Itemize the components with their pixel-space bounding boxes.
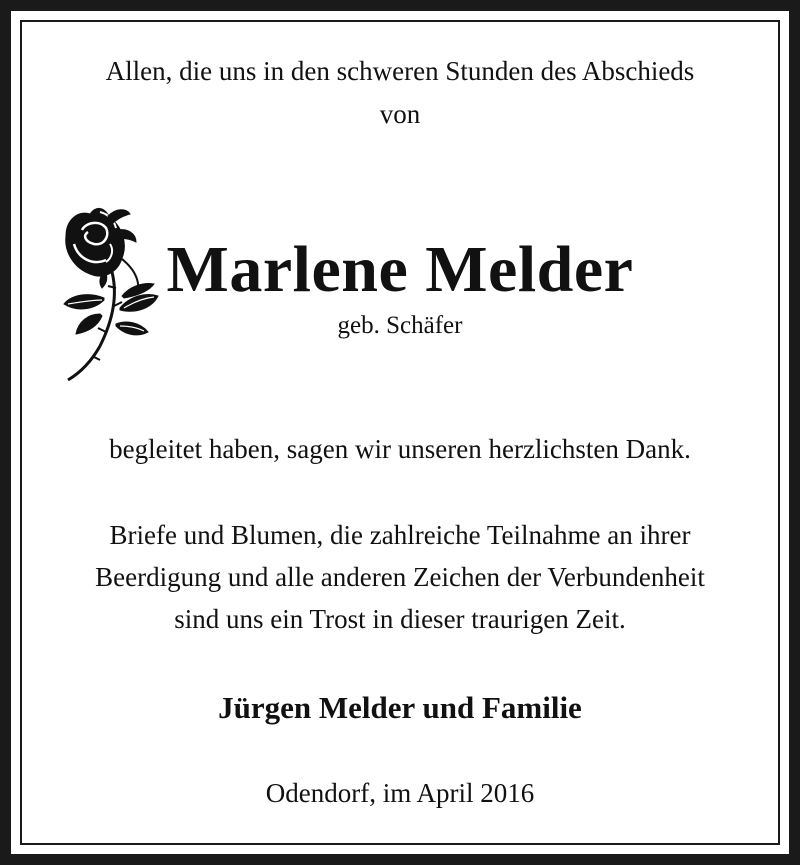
- place-date: Odendorf, im April 2016: [265, 778, 535, 808]
- intro-line-2: von: [379, 99, 421, 129]
- intro-line-1: Allen, die uns in den schweren Stunden des Abschieds: [105, 56, 695, 86]
- paragraph-line-2: Beerdigung und alle anderen Zeichen der Verbundenheit: [95, 562, 705, 592]
- maiden-name: geb. Schäfer: [337, 312, 463, 339]
- signature: Jürgen Melder und Familie: [218, 690, 582, 725]
- paragraph-line-1: Briefe und Blumen, die zahlreiche Teilnahme an ihrer: [109, 520, 691, 550]
- paragraph-line-3: sind uns ein Trost in dieser traurigen Zeit.: [174, 604, 626, 634]
- deceased-name: Marlene Melder: [166, 233, 634, 306]
- thanks-line: begleitet haben, sagen wir unseren herzlichsten Dank.: [109, 434, 691, 464]
